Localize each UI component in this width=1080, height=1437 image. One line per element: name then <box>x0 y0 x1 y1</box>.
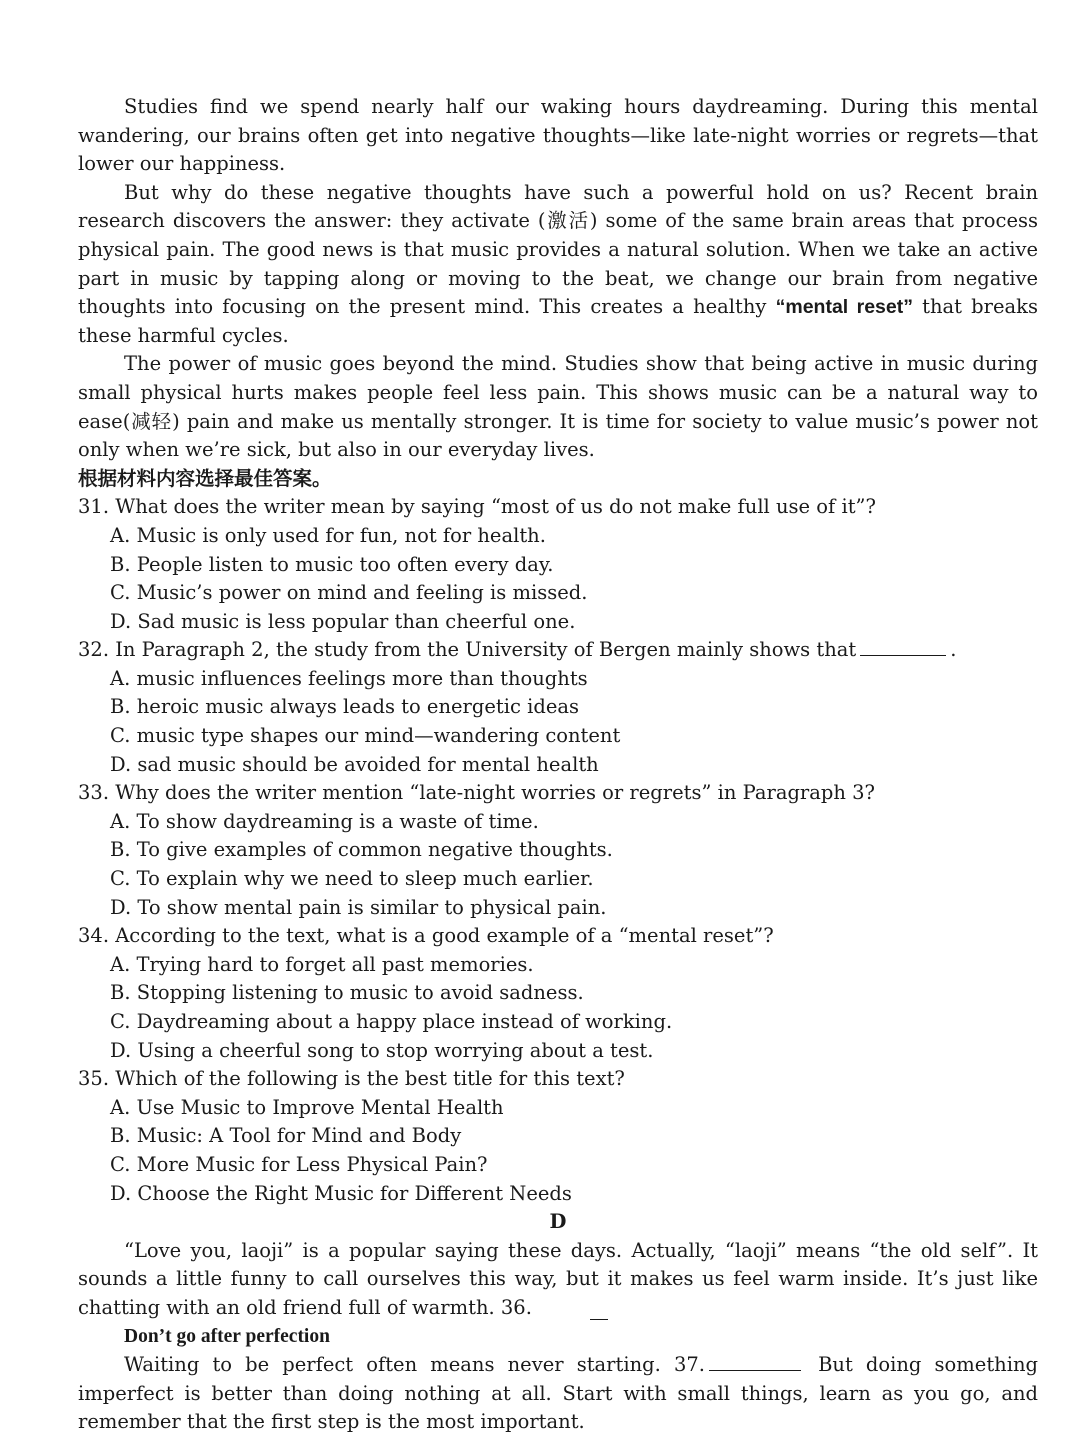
option-d[interactable]: D. To show mental pain is similar to physical pain. <box>110 895 607 919</box>
question-35 <box>78 1065 1038 1208</box>
option-c[interactable]: C. Daydreaming about a happy place instead of working. <box>110 1010 673 1033</box>
option-a[interactable]: A. Use Music to Improve Mental Health <box>110 1095 504 1119</box>
option-a[interactable]: A. Music is only used for fun, not for health. <box>110 523 546 547</box>
option-d[interactable]: D. Sad music is less popular than cheerful one. <box>110 609 576 633</box>
passage-d-paragraph-1 <box>78 1237 1038 1323</box>
passage-c-paragraph-1: Studies find we spend nearly half our waking hours daydreaming. During this mental wandering, our brains often get into negative thoughts—like late-night worries or regrets—that lower our happiness. <box>78 95 1038 176</box>
section-letter-d: D <box>549 1210 567 1234</box>
question-stem: 34. According to the text, what is a good example of a “mental reset”? <box>78 924 774 948</box>
question-stem <box>78 636 1038 665</box>
question-stem: 33. Why does the writer mention “late-night worries or regrets” in Paragraph 3? <box>78 781 875 805</box>
exam-page <box>78 93 1038 1437</box>
question-34 <box>78 922 1038 1065</box>
question-stem-text: 32. In Paragraph 2, the study from the University of Bergen mainly shows that <box>78 638 857 662</box>
paragraph-text: Waiting to be perfect often means never starting. 37. <box>124 1353 705 1377</box>
option-c[interactable]: C. music type shapes our mind—wandering content <box>110 724 621 748</box>
option-d[interactable]: D. sad music should be avoided for mental health <box>110 752 599 776</box>
paragraph-text: But why do these negative thoughts have such a powerful hold on us? Recent brain research discovers the answer: they activate (激活) some of the same brain areas that process physical pain. The good news is that music provides a natural solution. When we take an active part in music by tapping along or moving to the beat, we change our brain from negative thoughts into focusing on the present mind. This creates a healthy <box>78 180 1038 319</box>
paragraph-text: “Love you, laoji” is a popular saying these days. Actually, “laoji” means “the old self”. It sounds a little funny to call ourselves this way, but it makes us feel warm inside. It’s just like chatting with an old friend full of warmth. 36. <box>78 1238 1038 1319</box>
paragraph-text: But doing something imperfect is better than doing nothing at all. Start with small things, learn as you go, and remember that the first step is the most important. <box>78 1353 1038 1434</box>
question-stem-end: . <box>950 638 957 662</box>
option-a[interactable]: A. Trying hard to forget all past memories. <box>110 952 534 976</box>
option-d[interactable]: D. Choose the Right Music for Different Needs <box>110 1181 572 1205</box>
option-a[interactable]: A. To show daydreaming is a waste of time. <box>110 809 539 833</box>
option-c[interactable]: C. More Music for Less Physical Pain? <box>110 1152 488 1176</box>
option-c[interactable]: C. To explain why we need to sleep much earlier. <box>110 867 594 891</box>
subheading: Don’t go after perfection <box>124 1325 330 1347</box>
instruction-heading: 根据材料内容选择最佳答案。 <box>78 466 332 490</box>
option-b[interactable]: B. heroic music always leads to energetic ideas <box>110 695 579 719</box>
passage-c-paragraph-3: The power of music goes beyond the mind. Studies show that being active in music during small physical hurts makes people feel less pain. This shows music can be a natural way to ease(减轻) pain and make us mentally stronger. It is time for society to value music’s power not only when we’re sick, but also in our everyday lives. <box>78 352 1038 462</box>
mental-reset-phrase: “mental reset” <box>775 296 913 319</box>
option-a[interactable]: A. music influences feelings more than thoughts <box>110 666 588 690</box>
question-32 <box>78 636 1038 779</box>
question-33 <box>78 779 1038 922</box>
option-b[interactable]: B. People listen to music too often every day. <box>110 552 554 576</box>
question-stem: 31. What does the writer mean by saying “most of us do not make full use of it”? <box>78 495 876 519</box>
passage-c-paragraph-2 <box>78 179 1038 351</box>
paragraph-text: that breaks these harmful cycles. <box>78 295 1038 347</box>
option-c[interactable]: C. Music’s power on mind and feeling is missed. <box>110 581 588 605</box>
option-d[interactable]: D. Using a cheerful song to stop worrying about a test. <box>110 1038 654 1062</box>
option-b[interactable]: B. Stopping listening to music to avoid sadness. <box>110 981 584 1005</box>
answer-blank-37[interactable] <box>709 1352 801 1371</box>
option-b[interactable]: B. To give examples of common negative thoughts. <box>110 838 613 862</box>
answer-blank-36[interactable] <box>536 1296 608 1314</box>
question-31 <box>78 493 1038 636</box>
passage-d-paragraph-2 <box>78 1351 1038 1437</box>
question-stem: 35. Which of the following is the best title for this text? <box>78 1067 625 1091</box>
answer-blank[interactable] <box>860 637 946 656</box>
option-b[interactable]: B. Music: A Tool for Mind and Body <box>110 1124 462 1148</box>
